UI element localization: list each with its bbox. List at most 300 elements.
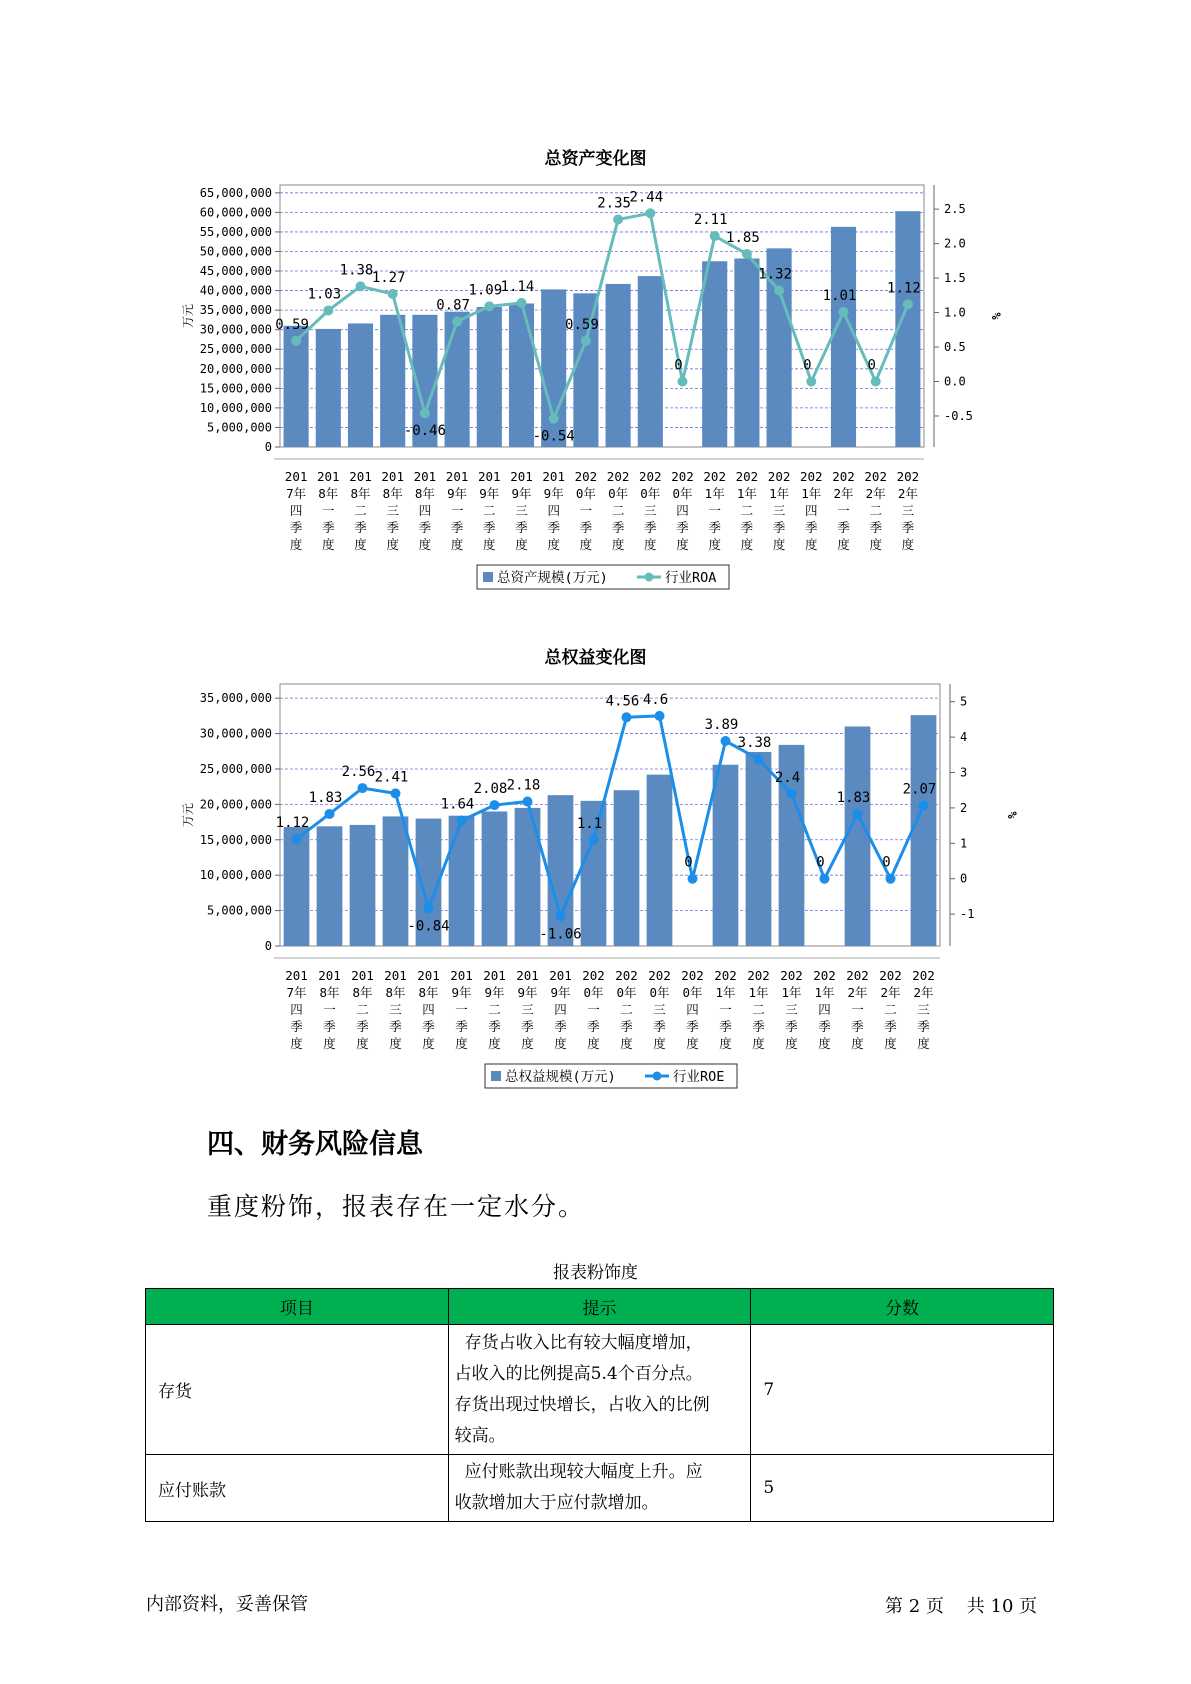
- bar: [348, 323, 373, 447]
- x-tick-label: 201: [510, 469, 533, 484]
- bar: [845, 726, 871, 946]
- x-tick-label: 202: [735, 469, 759, 484]
- x-tick-label: 202: [879, 968, 902, 983]
- bar: [445, 312, 470, 447]
- x-tick-label: 四: [422, 1002, 435, 1017]
- bar: [449, 816, 475, 946]
- x-tick-label: 201: [351, 968, 374, 983]
- data-label: 1.12: [275, 815, 310, 832]
- x-tick-label: 季: [708, 520, 721, 535]
- line-point: [581, 336, 591, 346]
- x-tick-label: 季: [290, 1019, 303, 1034]
- y-right-tick-label: 1.5: [944, 271, 966, 286]
- x-tick-label: 度: [323, 1036, 336, 1051]
- data-label: -0.84: [407, 918, 450, 935]
- footer-confidential-note: 内部资料，妥善保管: [146, 1594, 308, 1615]
- x-tick-label: 度: [686, 1036, 699, 1051]
- column-header: 分数: [751, 1289, 1054, 1325]
- x-tick-label: 202: [832, 469, 855, 484]
- y-right-tick-label: 0: [960, 871, 968, 886]
- line-point: [919, 800, 929, 810]
- x-tick-label: 四: [290, 1002, 303, 1017]
- x-tick-label: 一: [323, 1002, 336, 1017]
- line-point: [678, 377, 688, 387]
- table-cell-tip: [448, 1455, 751, 1522]
- x-tick-label: 9年: [543, 486, 564, 501]
- x-tick-label: 7年: [286, 486, 307, 501]
- x-tick-label: 季: [837, 520, 850, 535]
- x-tick-label: 201: [413, 469, 437, 484]
- y-right-tick-label: 1: [960, 836, 968, 851]
- table-header-row: [146, 1289, 1054, 1325]
- y-right-tick-label: 0.0: [944, 374, 966, 389]
- x-tick-label: 度: [917, 1036, 930, 1051]
- x-tick-label: 度: [752, 1036, 765, 1051]
- x-tick-label: 度: [901, 537, 915, 552]
- x-tick-label: 202: [648, 968, 671, 983]
- x-tick-label: 季: [356, 1019, 369, 1034]
- x-tick-label: 201: [285, 968, 308, 983]
- x-tick-label: 季: [686, 1019, 699, 1034]
- data-label: 3.38: [737, 735, 772, 752]
- risk-table: [145, 1288, 1054, 1522]
- bar: [482, 811, 508, 946]
- x-tick-label: 9年: [451, 985, 472, 1000]
- x-tick-label: 季: [547, 520, 560, 535]
- x-tick-label: 度: [418, 537, 432, 552]
- x-tick-label: 季: [752, 1019, 765, 1034]
- line-point: [742, 249, 752, 259]
- x-tick-label: 201: [417, 968, 440, 983]
- y-left-tick-label: 35,000,000: [199, 691, 272, 706]
- x-tick-label: 8年: [385, 985, 406, 1000]
- x-tick-label: 201: [542, 469, 565, 484]
- x-tick-label: 三: [901, 503, 915, 518]
- x-tick-label: 1年: [704, 486, 725, 501]
- x-tick-label: 202: [703, 469, 726, 484]
- line-point: [420, 408, 430, 418]
- x-tick-label: 四: [676, 503, 689, 518]
- x-tick-label: 季: [389, 1019, 402, 1034]
- x-tick-label: 季: [386, 520, 399, 535]
- bar: [383, 816, 409, 946]
- y-right-axis-label: %: [1005, 811, 1019, 819]
- x-tick-label: 201: [478, 469, 501, 484]
- y-left-axis-label: 万元: [181, 303, 195, 329]
- tip-line: 存货占收入比有较大幅度增加，: [464, 1332, 703, 1353]
- line-point: [356, 281, 366, 291]
- line-point: [853, 809, 863, 819]
- line-point: [457, 816, 467, 826]
- y-right-tick-label: 2.0: [944, 236, 966, 251]
- data-label: 2.35: [597, 195, 631, 212]
- tip-line: 存货出现过快增长，占收入的比例: [454, 1394, 710, 1415]
- x-tick-label: 季: [488, 1019, 501, 1034]
- line-point: [622, 712, 632, 722]
- x-tick-label: 季: [450, 520, 464, 535]
- plot-area: [280, 684, 940, 946]
- line-point: [523, 797, 533, 807]
- x-tick-label: 202: [864, 469, 887, 484]
- bar: [477, 307, 502, 447]
- x-tick-label: 201: [483, 968, 506, 983]
- y-left-tick-label: 10,000,000: [199, 400, 272, 415]
- x-tick-label: 202: [681, 968, 704, 983]
- x-tick-label: 2年: [865, 486, 886, 501]
- x-tick-label: 度: [488, 1036, 501, 1051]
- x-tick-label: 202: [714, 968, 737, 983]
- y-left-tick-label: 10,000,000: [199, 868, 272, 883]
- x-tick-label: 季: [901, 520, 915, 535]
- x-tick-label: 二: [752, 1002, 765, 1017]
- x-tick-label: 2年: [833, 486, 854, 501]
- x-tick-label: 二: [356, 1002, 369, 1017]
- data-label: 0: [867, 357, 876, 374]
- legend-swatch-marker: [645, 573, 654, 582]
- data-label: 1.14: [500, 278, 535, 295]
- x-tick-label: 季: [289, 520, 303, 535]
- x-tick-label: 度: [884, 1036, 897, 1051]
- x-tick-label: 8年: [319, 985, 340, 1000]
- y-left-tick-label: 30,000,000: [199, 726, 272, 741]
- x-tick-label: 2年: [897, 486, 918, 501]
- chart-title-total-assets: 总资产变化图: [544, 149, 647, 169]
- x-tick-label: 季: [579, 520, 593, 535]
- chart-title-total-equity: 总权益变化图: [544, 648, 647, 668]
- x-tick-label: 季: [676, 520, 689, 535]
- y-left-tick-label: 20,000,000: [199, 361, 272, 376]
- table-cell-score: 7: [751, 1325, 1054, 1455]
- line-point: [589, 835, 599, 845]
- table-row: [146, 1325, 1054, 1455]
- x-tick-label: 201: [284, 469, 308, 484]
- x-tick-label: 202: [780, 968, 803, 983]
- x-tick-label: 季: [620, 1019, 633, 1034]
- x-tick-label: 一: [579, 503, 593, 518]
- x-tick-label: 8年: [382, 486, 403, 501]
- x-tick-label: 度: [620, 1036, 633, 1051]
- x-tick-label: 9年: [484, 985, 505, 1000]
- line-point: [645, 208, 655, 218]
- bar: [713, 765, 739, 946]
- line-point: [806, 377, 816, 387]
- data-label: 0: [882, 854, 891, 871]
- data-label: -0.46: [403, 423, 446, 440]
- data-label: 0: [803, 357, 812, 374]
- total-equity-chart: [0, 674, 1191, 1094]
- x-tick-label: 季: [653, 1019, 666, 1034]
- line-point: [549, 414, 559, 424]
- data-label: 2.44: [629, 189, 664, 206]
- x-tick-label: 度: [805, 537, 818, 552]
- line-point: [613, 214, 623, 224]
- bar: [350, 825, 376, 946]
- data-label: 2.41: [374, 769, 409, 786]
- x-tick-label: 201: [384, 968, 407, 983]
- y-left-tick-label: 60,000,000: [199, 205, 272, 220]
- x-tick-label: 9年: [511, 486, 532, 501]
- x-tick-label: 度: [422, 1036, 435, 1051]
- y-left-tick-label: 45,000,000: [199, 264, 272, 279]
- x-tick-label: 季: [869, 520, 882, 535]
- bar: [734, 259, 759, 447]
- legend-swatch-bar: [483, 572, 493, 582]
- column-header: 提示: [448, 1289, 751, 1325]
- x-tick-label: 度: [521, 1036, 534, 1051]
- data-label: 0.87: [436, 297, 470, 314]
- y-left-tick-label: 55,000,000: [199, 224, 272, 239]
- x-tick-label: 季: [719, 1019, 732, 1034]
- x-tick-label: 季: [354, 520, 367, 535]
- x-tick-label: 202: [912, 968, 935, 983]
- data-label: -1.06: [539, 926, 582, 943]
- tip-line: 较高。: [454, 1425, 506, 1446]
- line-point: [424, 903, 434, 913]
- column-header: 项目: [146, 1289, 449, 1325]
- x-tick-label: 0年: [672, 486, 693, 501]
- x-tick-label: 二: [488, 1002, 501, 1017]
- x-tick-label: 二: [740, 503, 754, 518]
- bar: [831, 227, 856, 447]
- y-right-axis-label: %: [989, 312, 1003, 320]
- legend-label: 行业ROE: [673, 1069, 725, 1085]
- x-tick-label: 201: [516, 968, 539, 983]
- y-left-tick-label: 0: [264, 440, 272, 454]
- x-tick-label: 度: [290, 1036, 303, 1051]
- x-tick-label: 0年: [649, 985, 670, 1000]
- x-tick-label: 度: [450, 537, 464, 552]
- x-tick-label: 季: [644, 520, 657, 535]
- x-tick-label: 201: [318, 968, 341, 983]
- line-point: [556, 911, 566, 921]
- bar: [509, 303, 534, 447]
- x-tick-label: 一: [455, 1002, 468, 1017]
- x-tick-label: 度: [708, 537, 721, 552]
- data-label: 1.03: [307, 286, 342, 303]
- x-tick-label: 二: [354, 503, 367, 518]
- y-left-tick-label: 50,000,000: [199, 244, 272, 259]
- x-tick-label: 季: [322, 520, 335, 535]
- x-tick-label: 202: [615, 968, 638, 983]
- bar: [606, 284, 631, 447]
- x-tick-label: 季: [422, 1019, 435, 1034]
- data-label: 1.1: [576, 815, 603, 832]
- y-right-tick-label: -0.5: [944, 408, 973, 423]
- y-right-tick-label: 5: [960, 694, 968, 709]
- x-tick-label: 度: [389, 1036, 402, 1051]
- x-tick-label: 三: [772, 503, 786, 518]
- x-tick-label: 三: [653, 1002, 666, 1017]
- x-tick-label: 201: [445, 469, 469, 484]
- data-label: 0: [684, 854, 693, 871]
- table-cell-item: 应付账款: [146, 1455, 449, 1522]
- line-point: [839, 307, 849, 317]
- x-tick-label: 四: [289, 503, 303, 518]
- x-tick-label: 三: [389, 1002, 402, 1017]
- line-point: [774, 285, 784, 295]
- x-tick-label: 三: [521, 1002, 534, 1017]
- data-label: 1.27: [371, 269, 406, 286]
- y-left-tick-label: 25,000,000: [199, 761, 272, 776]
- x-tick-label: 三: [386, 503, 399, 518]
- x-tick-label: 度: [386, 537, 399, 552]
- y-left-tick-label: 20,000,000: [199, 797, 272, 812]
- x-tick-label: 度: [837, 537, 850, 552]
- x-tick-label: 季: [554, 1019, 567, 1034]
- table-cell-score: 5: [751, 1455, 1054, 1522]
- y-right-tick-label: 3: [960, 765, 968, 780]
- x-tick-label: 度: [579, 537, 593, 552]
- x-tick-label: 四: [818, 1002, 831, 1017]
- legend-label: 总权益规模(万元): [505, 1069, 616, 1085]
- x-tick-label: 一: [719, 1002, 732, 1017]
- x-tick-label: 季: [785, 1019, 798, 1034]
- data-label: 1.32: [758, 266, 792, 283]
- x-tick-label: 度: [772, 537, 786, 552]
- x-tick-label: 一: [587, 1002, 600, 1017]
- x-tick-label: 9年: [550, 985, 571, 1000]
- table-row: [146, 1455, 1054, 1522]
- x-tick-label: 度: [554, 1036, 567, 1051]
- x-tick-label: 季: [818, 1019, 831, 1034]
- x-tick-label: 1年: [801, 486, 822, 501]
- table-cell-item: 存货: [146, 1325, 449, 1455]
- tip-line: 收款增加大于应付款增加。: [454, 1493, 659, 1513]
- x-tick-label: 四: [547, 503, 560, 518]
- y-left-axis-label: 万元: [181, 802, 195, 828]
- line-point: [291, 336, 301, 346]
- line-point: [388, 289, 398, 299]
- x-tick-label: 0年: [616, 985, 637, 1000]
- y-right-tick-label: 4: [960, 730, 968, 745]
- line-point: [452, 317, 462, 327]
- x-tick-label: 7年: [286, 985, 307, 1000]
- data-label: 1.09: [468, 282, 503, 299]
- x-tick-label: 四: [686, 1002, 699, 1017]
- x-tick-label: 0年: [682, 985, 703, 1000]
- y-left-tick-label: 65,000,000: [199, 185, 272, 200]
- x-tick-label: 8年: [352, 985, 373, 1000]
- x-tick-label: 度: [455, 1036, 468, 1051]
- x-tick-label: 度: [322, 537, 335, 552]
- data-label: -0.54: [532, 428, 575, 445]
- x-tick-label: 201: [450, 968, 473, 983]
- x-tick-label: 一: [322, 503, 335, 518]
- x-tick-label: 季: [483, 520, 496, 535]
- bar: [702, 261, 727, 447]
- x-tick-label: 201: [381, 469, 404, 484]
- line-point: [517, 298, 527, 308]
- x-tick-label: 度: [515, 537, 528, 552]
- x-tick-label: 0年: [575, 486, 596, 501]
- table-cell-tip: [448, 1325, 751, 1455]
- data-label: 1.01: [822, 287, 857, 304]
- data-label: 2.08: [473, 781, 508, 798]
- x-tick-label: 1年: [814, 985, 835, 1000]
- data-label: 1.83: [308, 789, 343, 806]
- x-tick-label: 度: [611, 537, 625, 552]
- x-tick-label: 一: [837, 503, 850, 518]
- x-tick-label: 二: [884, 1002, 897, 1017]
- x-tick-label: 度: [719, 1036, 732, 1051]
- x-tick-label: 9年: [517, 985, 538, 1000]
- x-tick-label: 2年: [847, 985, 868, 1000]
- line-point: [323, 305, 333, 315]
- data-label: 1.83: [836, 789, 871, 806]
- x-tick-label: 一: [851, 1002, 864, 1017]
- x-tick-label: 三: [917, 1002, 930, 1017]
- legend-label: 行业ROA: [665, 570, 717, 586]
- x-tick-label: 度: [483, 537, 496, 552]
- y-left-tick-label: 15,000,000: [199, 381, 272, 396]
- x-tick-label: 0年: [583, 985, 604, 1000]
- line-point: [655, 711, 665, 721]
- bar: [746, 752, 772, 946]
- x-tick-label: 度: [587, 1036, 600, 1051]
- x-tick-label: 季: [521, 1019, 534, 1034]
- x-tick-label: 8年: [318, 486, 339, 501]
- x-tick-label: 9年: [447, 486, 468, 501]
- y-left-tick-label: 25,000,000: [199, 342, 272, 357]
- line-point: [871, 377, 881, 387]
- data-label: 1.64: [440, 796, 475, 813]
- data-label: 1.85: [726, 229, 760, 246]
- x-tick-label: 度: [547, 537, 560, 552]
- x-tick-label: 季: [851, 1019, 864, 1034]
- x-tick-label: 度: [740, 537, 754, 552]
- y-left-tick-label: 15,000,000: [199, 832, 272, 847]
- legend-swatch-marker: [653, 1072, 662, 1081]
- x-tick-label: 季: [917, 1019, 930, 1034]
- data-label: 2.18: [506, 777, 541, 794]
- x-tick-label: 202: [846, 968, 869, 983]
- x-tick-label: 一: [450, 503, 464, 518]
- x-tick-label: 二: [483, 503, 496, 518]
- x-tick-label: 季: [772, 520, 786, 535]
- x-tick-label: 1年: [715, 985, 736, 1000]
- y-left-tick-label: 0: [264, 939, 272, 953]
- x-tick-label: 四: [554, 1002, 567, 1017]
- bar: [316, 329, 341, 447]
- x-tick-label: 三: [644, 503, 657, 518]
- x-tick-label: 202: [767, 469, 791, 484]
- legend-swatch-bar: [491, 1071, 501, 1081]
- bar: [317, 826, 343, 946]
- y-left-tick-label: 35,000,000: [199, 303, 272, 318]
- x-tick-label: 季: [323, 1019, 336, 1034]
- data-label: 2.07: [902, 781, 937, 798]
- x-tick-label: 度: [851, 1036, 864, 1051]
- section-summary: 重度粉饰，报表存在一定水分。: [207, 1192, 586, 1221]
- y-right-tick-label: 1.0: [944, 305, 966, 320]
- line-point: [754, 754, 764, 764]
- line-point: [688, 874, 698, 884]
- x-tick-label: 2年: [913, 985, 934, 1000]
- x-tick-label: 0年: [640, 486, 661, 501]
- bar: [911, 715, 937, 946]
- bar: [614, 790, 640, 946]
- x-tick-label: 9年: [479, 486, 500, 501]
- table-caption: 报表粉饰度: [553, 1263, 638, 1283]
- x-tick-label: 202: [606, 469, 630, 484]
- x-tick-label: 8年: [414, 486, 435, 501]
- x-tick-label: 季: [418, 520, 432, 535]
- bar: [548, 795, 574, 946]
- data-label: 4.6: [642, 691, 669, 708]
- x-tick-label: 1年: [769, 486, 790, 501]
- line-point: [292, 834, 302, 844]
- line-point: [903, 299, 913, 309]
